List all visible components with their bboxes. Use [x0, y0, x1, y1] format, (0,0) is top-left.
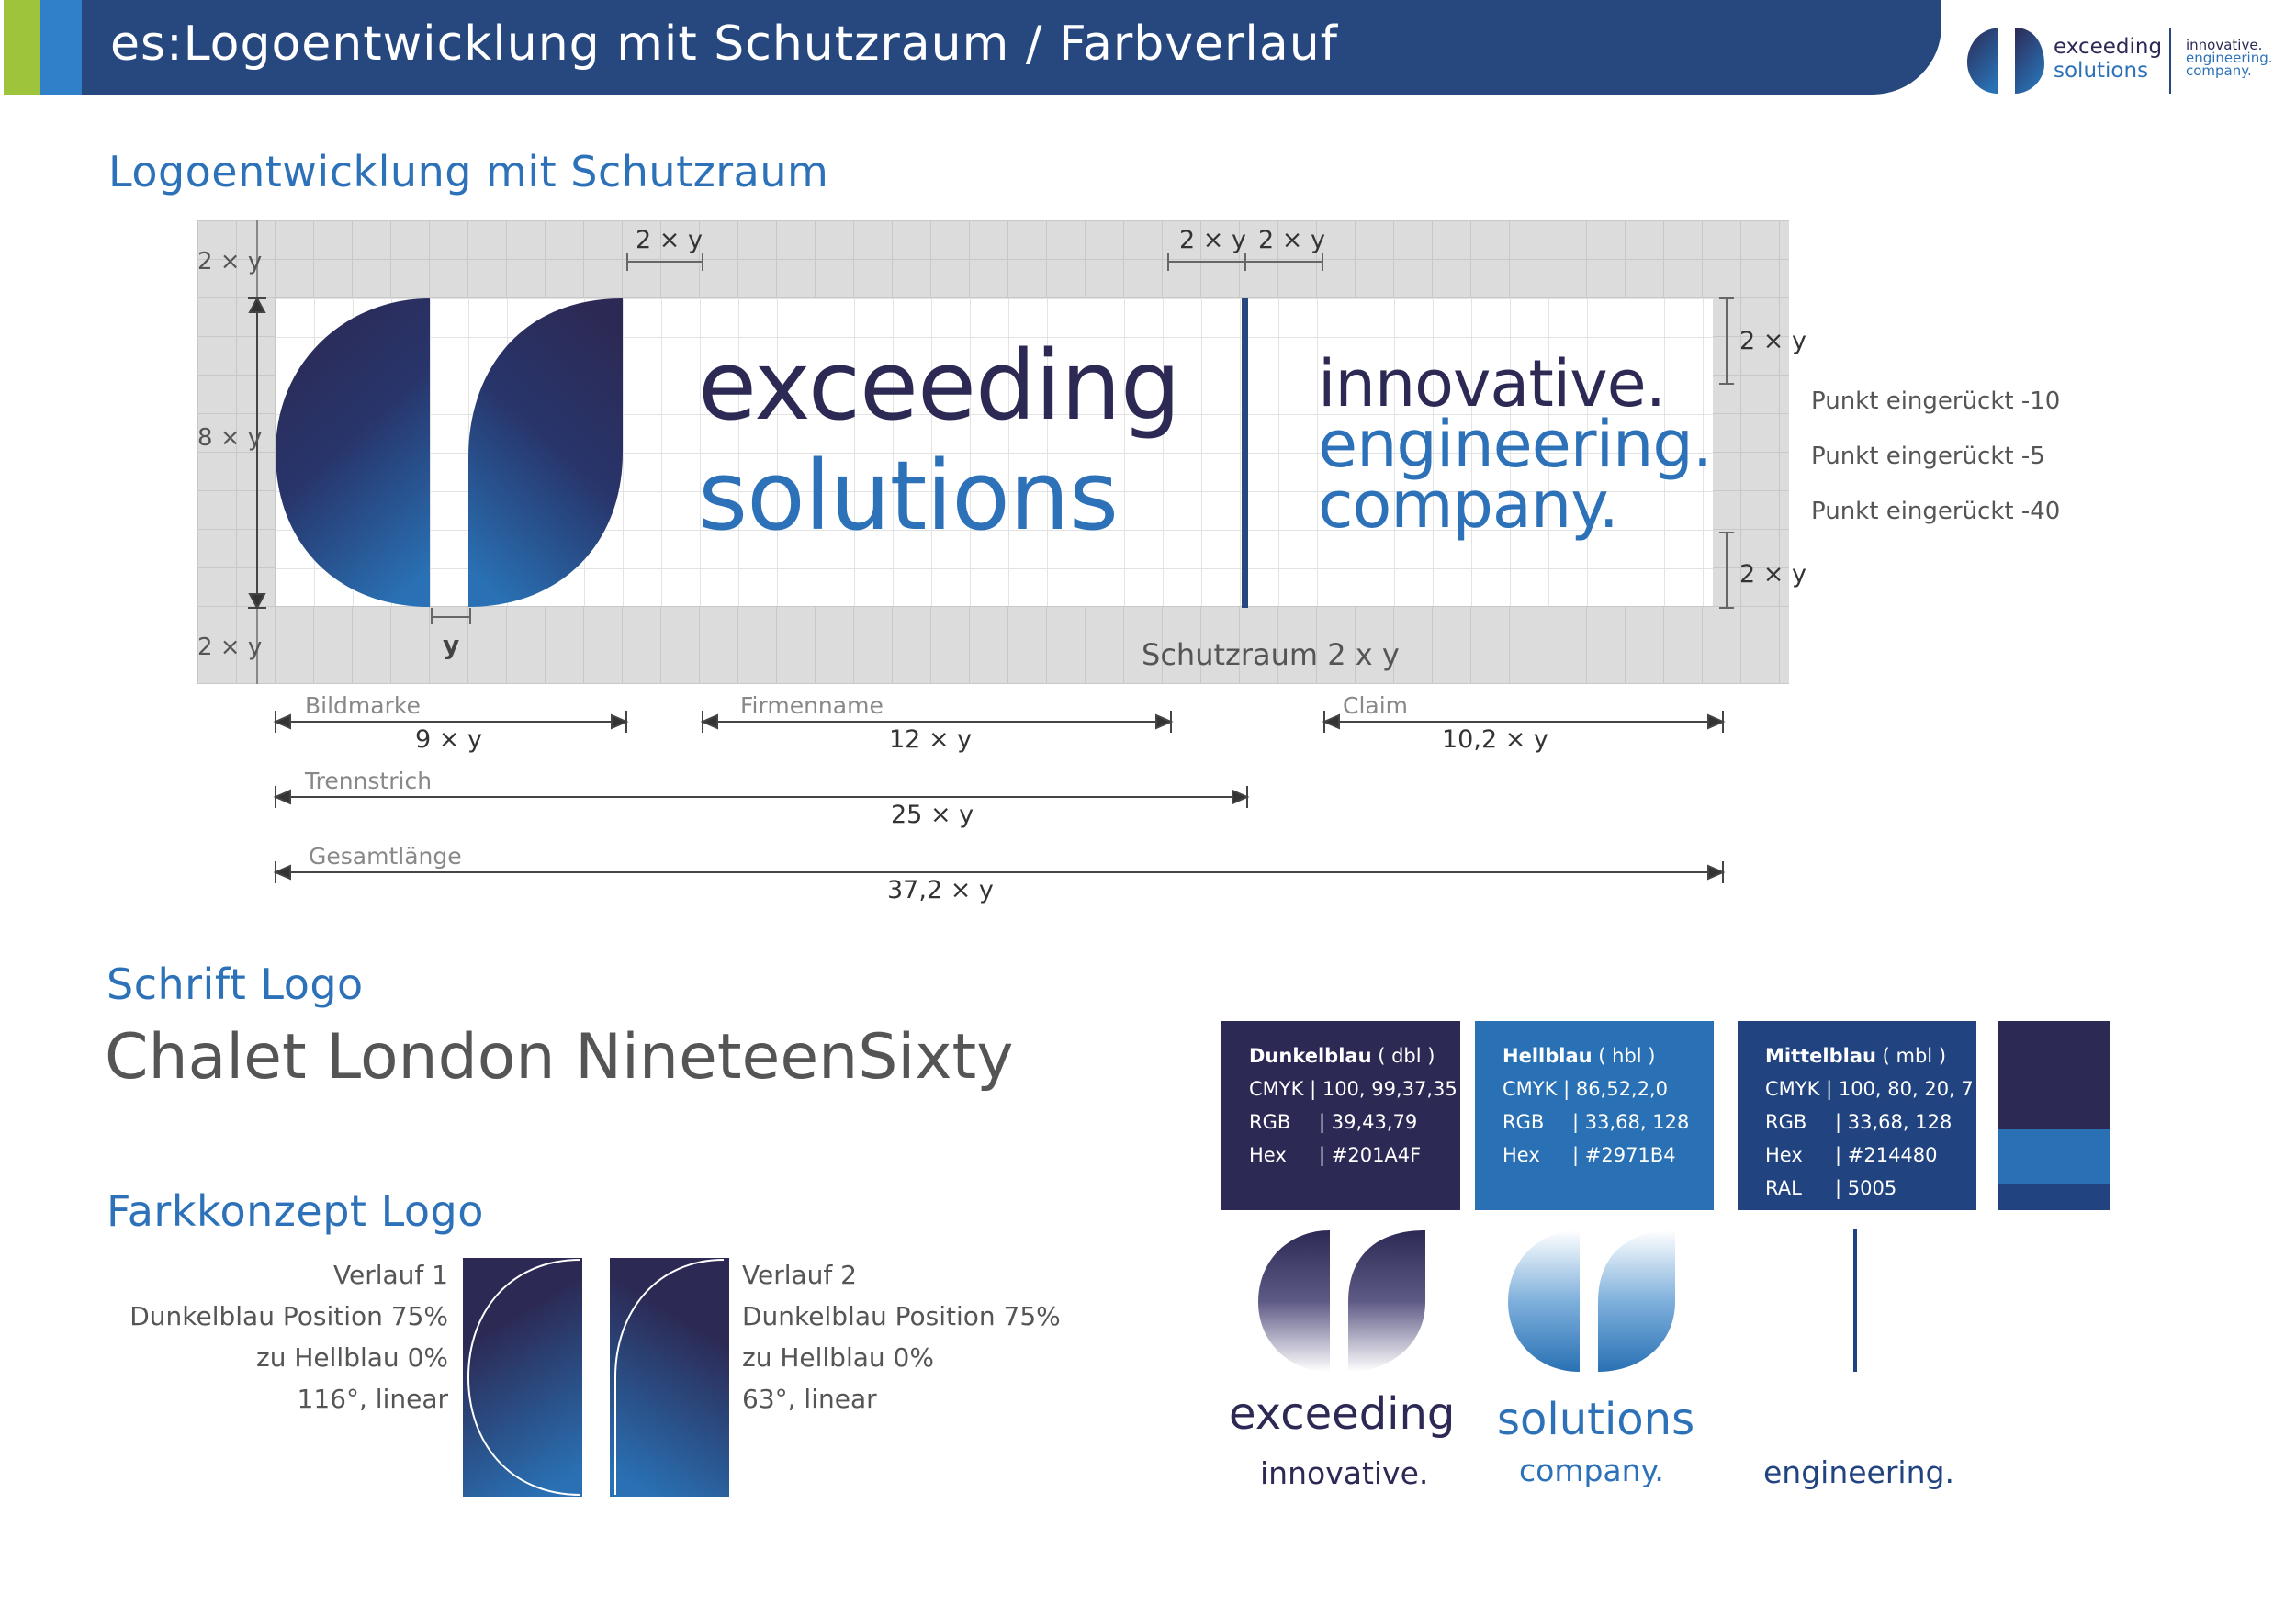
example-word-company: company. — [1519, 1453, 1664, 1488]
dim-bottom-left: 2 × y — [197, 634, 263, 661]
example-word-innovative: innovative. — [1260, 1455, 1429, 1491]
example-divider — [1853, 1229, 1857, 1372]
dim-right-bottom: 2 × y — [1739, 560, 1806, 589]
dim-y: y — [443, 630, 460, 660]
dim-top-b: 2 × y — [1179, 226, 1246, 254]
dim-top-c: 2 × y — [1258, 226, 1325, 254]
measure-label-firmenname: Firmenname — [740, 692, 884, 719]
logo-claim: innovative. engineering. company. — [1318, 346, 1713, 543]
measure-label-gesamtlaenge: Gesamtlänge — [309, 843, 462, 870]
measure-value-bildmarke: 9 × y — [415, 725, 482, 754]
schutzraum-label: Schutzraum 2 x y — [1142, 637, 1400, 672]
measure-value-firmenname: 12 × y — [889, 725, 973, 754]
logo-word-solutions: solutions — [698, 440, 1119, 552]
example-word-solutions: solutions — [1497, 1394, 1695, 1445]
dim-mid-left: 8 × y — [197, 424, 263, 452]
verlauf1-text: Verlauf 1 Dunkelblau Position 75% zu Hellblau 0% 116°, linear — [129, 1260, 448, 1414]
measure-value-claim: 10,2 × y — [1442, 725, 1548, 754]
logo-word-exceeding: exceeding — [698, 330, 1180, 442]
header-logo-word1: exceeding — [2054, 35, 2163, 59]
dim-top-left: 2 × y — [197, 248, 263, 275]
measure-value-trennstrich: 25 × y — [891, 801, 974, 829]
example-word-exceeding: exceeding — [1229, 1388, 1456, 1440]
punkt-2: Punkt eingerückt -5 — [1811, 443, 2045, 470]
section-title-farbkonzept: Farkkonzept Logo — [107, 1186, 484, 1236]
swatch-dunkelblau: Dunkelblau ( dbl ) CMYK | 100, 99,37,35 RGB | 39,43,79 Hex | #201A4F — [1221, 1021, 1460, 1210]
header-logo-word2: solutions — [2054, 59, 2149, 83]
swatch-hellblau: Hellblau ( hbl ) CMYK | 86,52,2,0 RGB | 33,68, 128 Hex | #2971B4 — [1475, 1021, 1714, 1210]
page-title: es:Logoentwicklung mit Schutzraum / Farbverlauf — [110, 17, 1338, 72]
example-mark-hellblau — [1506, 1229, 1677, 1374]
measure-label-bildmarke: Bildmarke — [305, 692, 421, 719]
verlauf2-text: Verlauf 2 Dunkelblau Position 75% zu Hellblau 0% 63°, linear — [742, 1260, 1061, 1414]
example-word-engineering: engineering. — [1763, 1454, 1954, 1490]
dim-right-top: 2 × y — [1739, 327, 1806, 355]
measure-value-gesamtlaenge: 37,2 × y — [887, 876, 994, 904]
example-mark-dunkelblau — [1256, 1229, 1427, 1374]
dim-top-a: 2 × y — [636, 226, 703, 254]
measure-label-claim: Claim — [1343, 692, 1409, 719]
gradient-swatch-2 — [610, 1258, 729, 1497]
section-title-schutzraum: Logoentwicklung mit Schutzraum — [108, 147, 829, 196]
punkt-1: Punkt eingerückt -10 — [1811, 387, 2061, 415]
font-name: Chalet London NineteenSixty — [105, 1021, 1014, 1094]
swatch-mittelblau: Mittelblau ( mbl ) CMYK | 100, 80, 20, 7 RGB | 33,68, 128 Hex | #214480 RAL | 5005 — [1738, 1021, 1976, 1210]
punkt-3: Punkt eingerückt -40 — [1811, 498, 2061, 525]
swatch-combined — [1998, 1021, 2110, 1210]
measure-label-trennstrich: Trennstrich — [305, 768, 433, 794]
header-claim: innovative. engineering. company. — [2186, 37, 2273, 79]
gradient-swatch-1 — [463, 1258, 582, 1497]
section-title-schrift: Schrift Logo — [107, 960, 364, 1009]
